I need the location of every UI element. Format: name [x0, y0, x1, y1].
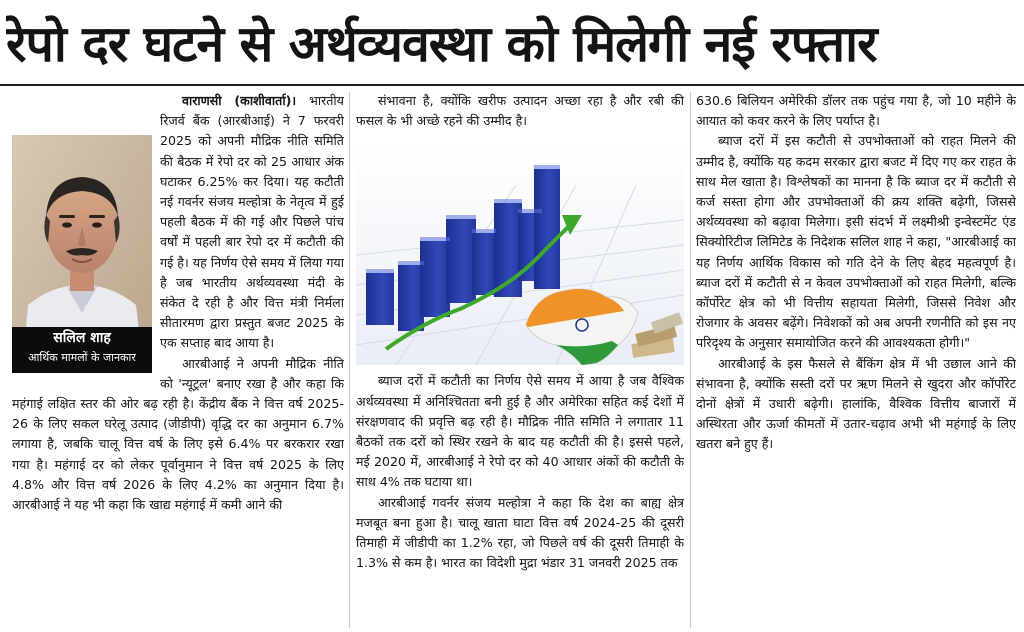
headline-rule	[0, 84, 1024, 86]
paragraph: 630.6 बिलियन अमेरिकी डॉलर तक पहुंच गया है, जो 10 महीने के आयात को कवर करने के लिए पर्याप्त है।	[696, 93, 1016, 129]
paragraph: ब्याज दरों में कटौती का निर्णय ऐसे समय में आया है जब वैश्विक अर्थव्यवस्था में अनिश्चितता बनी हुई है और अमेरिका सहित कई देशों में संरक्षणवाद की प्रवृत्ति बढ़ रही है। मौद्रिक नीति समिति ने लगातार 11 बैठकों तक दरों को स्थिर रखने के बाद यह कटौती की है। इससे पहले, मई 2020 में, आरबीआई ने रेपो दर को 40 आधार अंकों की कटौती के साथ 4% तक घटाया था।	[356, 373, 684, 490]
column-divider	[349, 92, 350, 628]
column-divider	[690, 92, 691, 628]
caption-name: सलिल शाह	[53, 330, 111, 346]
article-column-2	[356, 91, 684, 631]
paragraph: आरबीआई ने अपनी मौद्रिक नीति को 'न्यूट्रल' बनाए रखा है और कहा कि महंगाई लक्षित स्तर की ओर बढ़ रही है। केंद्रीय बैंक ने वित्त वर्ष 2025-26 के लिए सकल घरेलू उत्पाद (जीडीपी) वृद्धि दर का अनुमान 6.7% लगाया है, जबकि चालू वित्त वर्ष के लिए इसे 6.4% पर बरकरार रखा गया है। महंगाई दर को लेकर पूर्वानुमान ने वित्त वर्ष 2025 के लिए 4.8% और वित्त वर्ष 2026 के लिए 4.2% का अनुमान दिया है। आरबीआई ने यह भी कहा कि खाद्य महंगाई में कमी आने की	[12, 355, 344, 513]
dateline-place: वाराणसी	[182, 93, 222, 108]
growth-illustration	[356, 145, 684, 365]
article-column-3	[696, 91, 1016, 631]
paragraph: संभावना है, क्योंकि खरीफ उत्पादन अच्छा रहा है और रबी की फसल के भी अच्छे रहने की उम्मीद है।	[356, 93, 684, 129]
author-photo	[12, 135, 152, 373]
dateline-source: (काशीवार्ता)।	[234, 93, 297, 108]
paragraph: आरबीआई के इस फैसले से बैंकिंग क्षेत्र में भी उछाल आने की संभावना है, क्योंकि सस्ती दरों पर ऋण मिलने से खुदरा और कॉर्पोरेट दोनों क्षेत्रों में उधारी बढ़ेगी। हालांकि, वैश्विक वित्तीय बाजारों में अस्थिरता और ऊर्जा कीमतों में उतार-चढ़ाव अभी भी महंगाई के लिए खतरा बने हुए हैं।	[696, 355, 1016, 452]
bar-graph-with-arrow-image	[356, 145, 684, 365]
headline: रेपो दर घटने से अर्थव्यवस्था को मिलेगी नई रफ्तार	[6, 15, 877, 73]
paragraph: ब्याज दरों में इस कटौती से उपभोक्ताओं को राहत मिलने की उम्मीद है, क्योंकि यह कदम सरकार द्वारा बजट में दिए गए कर राहत के साथ मेल खाता है। विश्लेषकों का मानना है कि ब्याज दर में कटौती से कर्ज सस्ता होगा और उपभोक्ताओं की क्रय शक्ति बढ़ेगी, जिससे अर्थव्यवस्था को बढ़ावा मिलेगा। इसी संदर्भ में लक्ष्मीश्री इन्वेस्टमेंट एंड सिक्योरिटीज लिमिटेड के निदेशक सलिल शाह ने कहा, "आरबीआई का यह निर्णय आर्थिक विकास को गति देने के लिए बेहद महत्वपूर्ण है। ब्याज दरों में कटौती से न केवल उपभोक्ताओं को राहत मिलेगी, बल्कि कॉर्पोरेट क्षेत्र को भी वित्तीय सहायता मिलेगी, जिससे निवेश और रोजगार के अवसर बढ़ेंगे। निवेशकों को अब अपनी रणनीति को इस नए परिदृश्य के अनुसार समायोजित करने की आवश्यकता होगी।"	[696, 133, 1016, 351]
paragraph-text: भारतीय रिजर्व बैंक (आरबीआई) ने 7 फरवरी 2025 को अपनी मौद्रिक नीति समिति की बैठक में रेपो दर को 25 आधार अंक घटाकर 6.25% कर दिया। यह कटौती नई गवर्नर संजय मल्होत्रा के नेतृत्व में हुई पहली बैठक में की गई और पिछले पांच वर्षों में पहली बार रेपो दर में कटौती की गई है। यह निर्णय ऐसे समय में लिया गया है जब भारतीय अर्थव्यवस्था मंदी के संकेत दे रही है और वित्त मंत्री निर्मला सीतारमण द्वारा प्रस्तुत बजट 2025 के एक सप्ताह बाद आया है।	[160, 93, 344, 351]
paragraph: आरबीआई गवर्नर संजय मल्होत्रा ने कहा कि देश का बाह्य क्षेत्र मजबूत बना हुआ है। चालू खाता घाटा वित्त वर्ष 2024-25 की दूसरी तिमाही में जीडीपी का 1.2% रहा, जो पिछले वर्ष की दूसरी तिमाही के 1.3% से कम है। भारत का विदेशी मुद्रा भंडार 31 जनवरी 2025 तक	[356, 494, 684, 571]
caption-designation: आर्थिक मामलों के जानकार	[28, 351, 136, 364]
photo-caption	[12, 327, 152, 373]
article-column-1	[12, 91, 344, 631]
